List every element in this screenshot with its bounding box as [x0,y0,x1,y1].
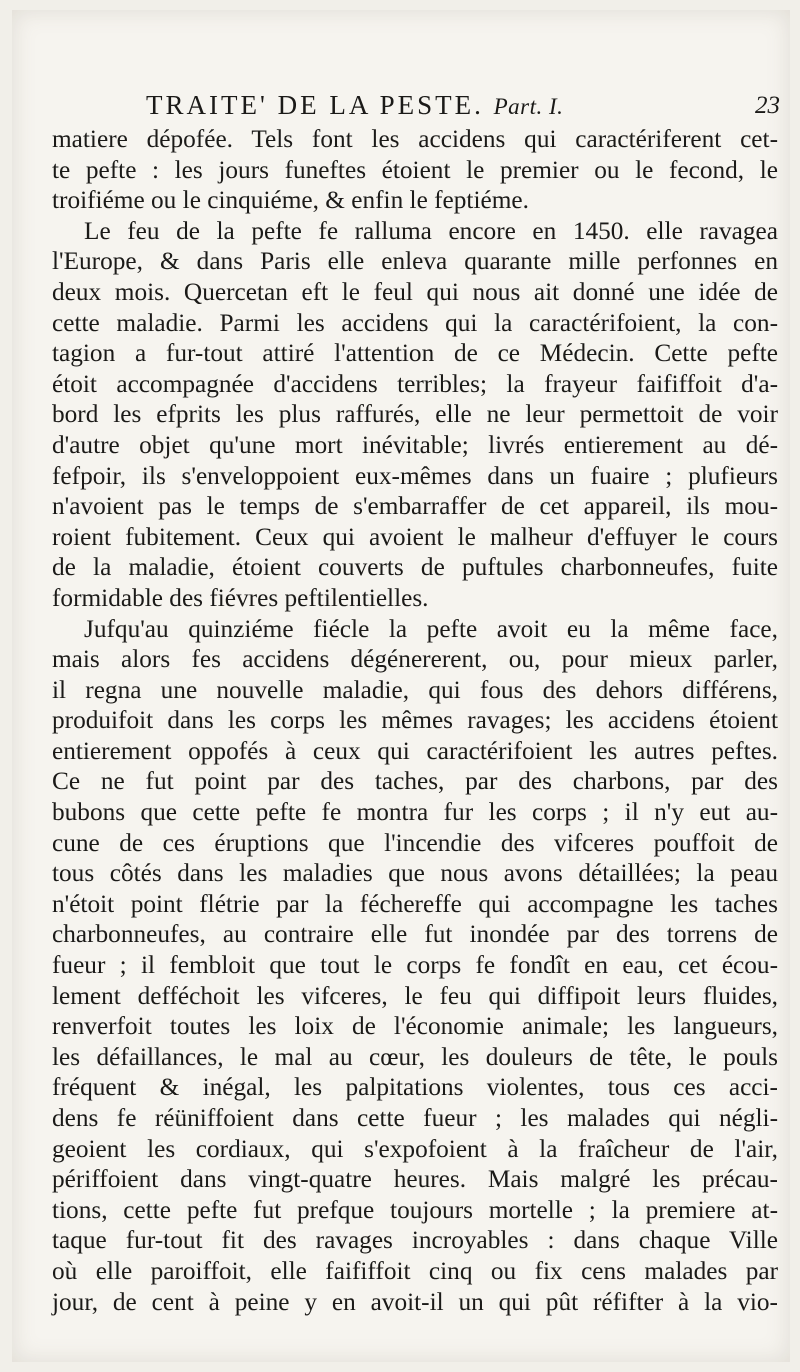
text-line: fréquent & inégal, les palpitations violentes, tous ces acci- [52,1073,778,1102]
text-line: où elle paroiffoit, elle faififfoit cinq ou fix cens malades par [52,1256,778,1285]
text-line: il regna une nouvelle maladie, qui fous des dehors différens, [52,675,778,704]
text-line: produifoit dans les corps les mêmes ravages; les accidens étoient [52,706,778,735]
book-page [12,10,790,1362]
text-line: jour, de cent à peine y en avoit-il un qui pût réfifter à la vio- [52,1287,778,1316]
text-line: de la maladie, étoient couverts de puftules charbonneufes, fuite [52,553,778,582]
text-line: troifiéme ou le cinquiéme, & enfin le feptiéme. [52,186,529,215]
text-line: étoit accompagnée d'accidens terribles; la frayeur faififfoit d'a- [52,369,778,398]
text-line: bord les efprits les plus raffurés, elle ne leur permettoit de voir [52,400,778,429]
text-line: roient fubitement. Ceux qui avoient le malheur d'effuyer le cours [52,522,778,551]
body-text [52,124,778,1317]
text-line: tions, cette pefte fut prefque toujours mortelle ; la premiere at- [52,1195,778,1224]
text-line: mais alors fes accidens dégénererent, ou, pour mieux parler, [52,645,778,674]
text-line: bubons que cette pefte fe montra fur les corps ; il n'y eut au- [52,798,778,827]
running-title-text: TRAITE' DE LA PESTE. [146,90,484,120]
page-number: 23 [755,92,780,119]
text-line: fefpoir, ils s'enveloppoient eux-mêmes dans un fuaire ; plufieurs [52,461,778,490]
text-line: n'avoient pas le temps de s'embarraffer de cet appareil, ils mou- [52,492,778,521]
text-line: cette maladie. Parmi les accidens qui la caractérifoient, la con- [52,308,778,337]
text-line: te pefte : les jours funeftes étoient le premier ou le fecond, le [52,155,778,184]
text-line: entierement oppofés à ceux qui caractérifoient les autres peftes. [52,736,778,765]
text-line: tagion a fur-tout attiré l'attention de ce Médecin. Cette pefte [52,339,778,368]
text-line: n'étoit point flétrie par la féchereffe qui accompagne les taches [52,889,778,918]
running-head [146,90,780,126]
text-line: geoient les cordiaux, qui s'expofoient à la fraîcheur de l'air, [52,1134,778,1163]
text-line: périffoient dans vingt-quatre heures. Mais malgré les précau- [52,1165,778,1194]
text-line: lement defféchoit les vifceres, le feu qui diffipoit leurs fluides, [52,981,778,1010]
text-line: formidable des fiévres peftilentielles. [52,583,429,612]
part-label: Part. I. [493,94,564,119]
text-line: cune de ces éruptions que l'incendie des vifceres pouffoit de [52,828,778,857]
text-line: renverfoit toutes les loix de l'économie animale; les langueurs, [52,1012,778,1041]
text-line: Le feu de la pefte fe ralluma encore en 1450. elle ravagea [84,216,778,245]
text-line: deux mois. Quercetan eft le feul qui nous ait donné une idée de [52,277,778,306]
text-line: Ce ne fut point par des taches, par des charbons, par des [52,767,778,796]
text-line: charbonneufes, au contraire elle fut inondée par des torrens de [52,920,778,949]
text-line: les défaillances, le mal au cœur, les douleurs de tête, le pouls [52,1042,778,1071]
text-line: dens fe réüniffoient dans cette fueur ; les malades qui négli- [52,1104,778,1132]
text-line: l'Europe, & dans Paris elle enleva quarante mille perfonnes en [52,247,778,276]
text-line: d'autre objet qu'une mort inévitable; livrés entierement au dé- [52,430,778,459]
running-title [146,90,563,121]
text-line: taque fur-tout fit des ravages incroyables : dans chaque Ville [52,1226,778,1255]
text-line: fueur ; il fembloit que tout le corps fe fondît en eau, cet écou- [52,951,778,980]
text-line: Jufqu'au quinziéme fiécle la pefte avoit eu la même face, [84,614,778,643]
text-line: matiere dépofée. Tels font les accidens qui caractériferent cet- [52,125,778,153]
text-line: tous côtés dans les maladies que nous avons détaillées; la peau [52,859,778,888]
